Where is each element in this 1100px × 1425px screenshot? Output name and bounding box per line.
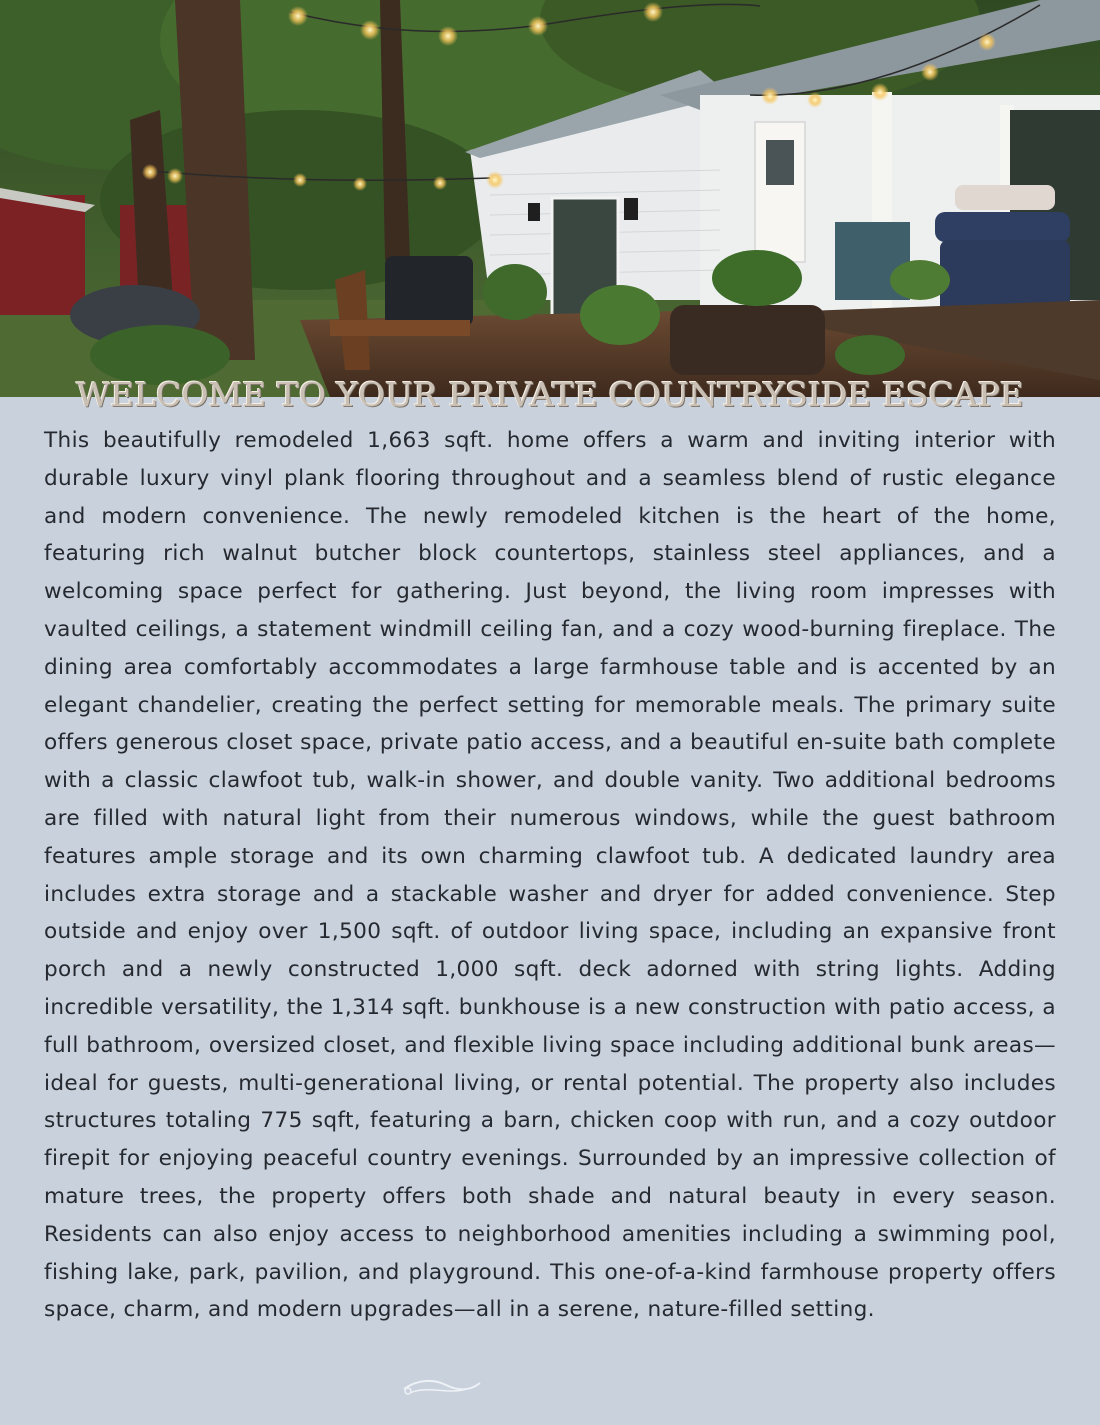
farmhouse-deck-photo	[0, 0, 1100, 397]
property-description: This beautifully remodeled 1,663 sqft. home offers a warm and inviting interior with durable luxury vinyl plank flooring throughout and a seamless blend of rustic elegance and modern convenience. The newly remodeled kitchen is the heart of the home, featuring rich walnut butcher block countertops, stainless steel appliances, and a welcoming space perfect for gathering. Just beyond, the living room impresses with vaulted ceilings, a statement windmill ceiling fan, and a cozy wood-burning fireplace. The dining area comfortably accommodates a large farmhouse table and is accented by an elegant chandelier, creating the perfect setting for memorable meals. The primary suite offers generous closet space, private patio access, and a beautiful en-suite bath complete with a classic clawfoot tub, walk-in shower, and double vanity. Two additional bedrooms are filled with natural light from their numerous windows, while the guest bathroom features ample storage and its own charming clawfoot tub. A dedicated laundry area includes extra storage and a stackable washer and dryer for added convenience. Step outside and enjoy over 1,500 sqft. of outdoor living space, including an expansive front porch and a newly constructed 1,000 sqft. deck adorned with string lights. Adding incredible versatility, the 1,314 sqft. bunkhouse is a new construction with patio access, a full bathroom, oversized closet, and flexible living space including additional bunk areas—ideal for guests, multi-generational living, or rental potential. The property also includes structures totaling 775 sqft, featuring a barn, chicken coop with run, and a cozy outdoor firepit for enjoying peaceful country evenings. Surrounded by an impressive collection of mature trees, the property offers both shade and natural beauty in every season. Residents can also enjoy access to neighborhood amenities including a swimming pool, fishing lake, park, pavilion, and playground. This one-of-a-kind farmhouse property offers space, charm, and modern upgrades—all in a serene, nature-filled setting.	[44, 428, 1056, 1323]
decorative-flourish-icon	[400, 1373, 484, 1399]
hero-photo	[0, 0, 1100, 397]
page-title: WELCOME TO YOUR PRIVATE COUNTRYSIDE ESCAPE	[76, 375, 1024, 414]
